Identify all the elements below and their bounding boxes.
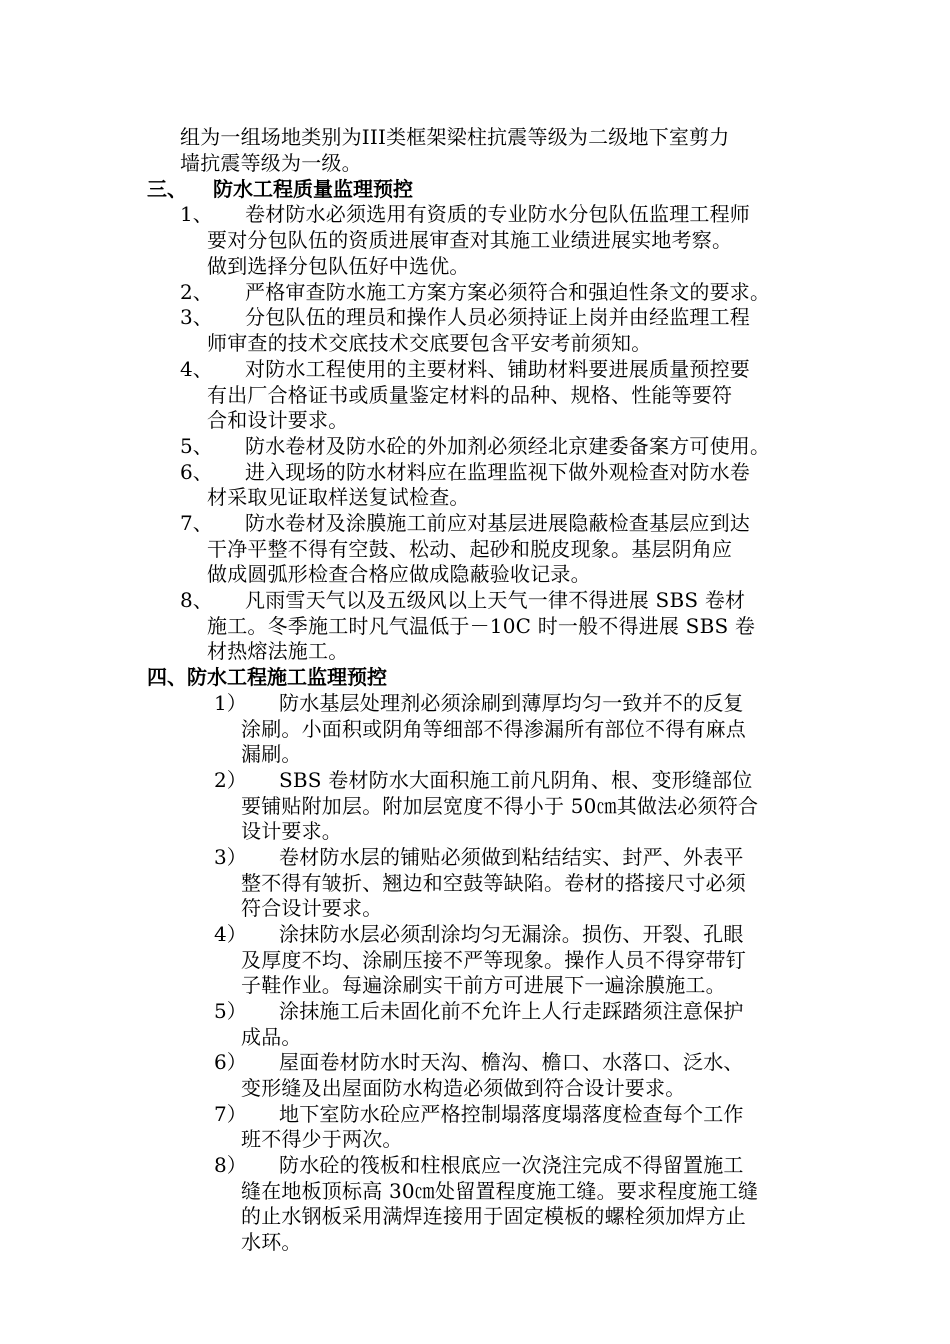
section3-item-7-line-3: 做成圆弧形检查合格应做成隐蔽验收记录。 (207, 562, 591, 586)
section3-item-1-line-3: 做到选择分包队伍好中选优。 (207, 254, 470, 278)
section3-item-5-line-1: 防水卷材及防水砼的外加剂必须经北京建委备案方可使用。 (245, 434, 771, 458)
section3-item-7-line-2: 干净平整不得有空鼓、松动、起砂和脱皮现象。基层阴角应 (207, 537, 733, 561)
section4-item-5-line-1: 涂抹施工后未固化前不允许上人行走踩踏须注意保护 (279, 999, 744, 1023)
section3-item-8-number: 8、 (180, 588, 213, 612)
section3-item-4-line-2: 有出厂合格证书或质量鉴定材料的品种、规格、性能等要符 (207, 383, 733, 407)
section4-item-2-line-3: 设计要求。 (241, 819, 342, 843)
section4-title: 四、防水工程施工监理预控 (147, 665, 387, 689)
section4-item-1-line-1: 防水基层处理剂必须涂刷到薄厚均匀一致并不的反复 (279, 691, 744, 715)
section4-item-7-line-1: 地下室防水砼应严格控制塌落度塌落度检查每个工作 (279, 1102, 744, 1126)
section4-item-8-number: 8） (214, 1153, 247, 1177)
section3-item-8-line-2: 施工。冬季施工时凡气温低于－10C 时一般不得进展 SBS 卷 (207, 614, 756, 638)
section3-item-6-line-1: 进入现场的防水材料应在监理监视下做外观检查对防水卷 (245, 460, 750, 484)
section4-item-6-line-2: 变形缝及出屋面防水构造必须做到符合设计要求。 (241, 1076, 686, 1100)
section3-item-8-line-3: 材热熔法施工。 (207, 639, 349, 663)
section4-item-8-line-1: 防水砼的筏板和柱根底应一次浇注完成不得留置施工 (279, 1153, 744, 1177)
section3-item-4-line-3: 合和设计要求。 (207, 408, 349, 432)
section4-item-5-number: 5） (214, 999, 247, 1023)
section3-item-3-line-2: 师审查的技术交底技术交底要包含平安考前须知。 (207, 331, 652, 355)
section4-item-1-line-2: 涂刷。小面积或阴角等细部不得渗漏所有部位不得有麻点 (241, 717, 746, 741)
section3-item-6-number: 6、 (180, 460, 213, 484)
section4-item-4-number: 4） (214, 922, 247, 946)
section3-item-2-line-1: 严格审查防水施工方案方案必须符合和强迫性条文的要求。 (245, 280, 771, 304)
section4-item-8-line-2: 缝在地板顶标高 30㎝处留置程度施工缝。要求程度施工缝 (241, 1179, 759, 1203)
section3-item-1-line-1: 卷材防水必须选用有资质的专业防水分包队伍监理工程师 (245, 202, 750, 226)
section3-number: 三、 (147, 177, 187, 201)
section3-item-1-number: 1、 (180, 202, 213, 226)
section4-item-3-line-2: 整不得有皱折、翘边和空鼓等缺陷。卷材的搭接尺寸必须 (241, 871, 746, 895)
section3-item-3-number: 3、 (180, 305, 213, 329)
section3-item-2-number: 2、 (180, 280, 213, 304)
intro-line-1: 组为一组场地类别为III类框架梁柱抗震等级为二级地下室剪力 (180, 125, 730, 149)
section4-item-6-line-1: 屋面卷材防水时天沟、檐沟、檐口、水落口、泛水、 (279, 1050, 744, 1074)
section4-item-3-line-3: 符合设计要求。 (241, 896, 383, 920)
section4-item-1-line-3: 漏刷。 (241, 742, 302, 766)
section3-item-1-line-2: 要对分包队伍的资质进展审查对其施工业绩进展实地考察。 (207, 228, 733, 252)
section4-item-7-line-2: 班不得少于两次。 (241, 1127, 403, 1151)
section4-item-4-line-3: 子鞋作业。每遍涂刷实干前方可进展下一遍涂膜施工。 (241, 973, 726, 997)
section4-item-6-number: 6） (214, 1050, 247, 1074)
section4-item-4-line-2: 及厚度不均、涂刷压接不严等现象。操作人员不得穿带钉 (241, 948, 746, 972)
intro-line-2: 墙抗震等级为一级。 (180, 151, 362, 175)
section4-item-4-line-1: 涂抹防水层必须刮涂均匀无漏涂。损伤、开裂、孔眼 (279, 922, 744, 946)
section4-item-5-line-2: 成品。 (241, 1025, 302, 1049)
section3-item-3-line-1: 分包队伍的理员和操作人员必须持证上岗并由经监理工程 (245, 305, 750, 329)
section4-item-3-line-1: 卷材防水层的铺贴必须做到粘结结实、封严、外表平 (279, 845, 744, 869)
section4-item-8-line-4: 水环。 (241, 1230, 302, 1254)
section4-item-7-number: 7） (214, 1102, 247, 1126)
section4-item-8-line-3: 的止水钢板采用满焊连接用于固定模板的螺栓须加焊方止 (241, 1204, 746, 1228)
section4-item-2-line-1: SBS 卷材防水大面积施工前凡阴角、根、变形缝部位 (279, 768, 753, 792)
section3-item-6-line-2: 材采取见证取样送复试检查。 (207, 485, 470, 509)
section3-item-4-line-1: 对防水工程使用的主要材料、铺助材料要进展质量预控要 (245, 357, 750, 381)
section3-title: 防水工程质量监理预控 (213, 177, 413, 201)
section3-item-5-number: 5、 (180, 434, 213, 458)
section4-item-1-number: 1） (214, 691, 247, 715)
section3-item-7-line-1: 防水卷材及涂膜施工前应对基层进展隐蔽检查基层应到达 (245, 511, 750, 535)
section4-item-3-number: 3） (214, 845, 247, 869)
section3-item-4-number: 4、 (180, 357, 213, 381)
section3-item-8-line-1: 凡雨雪天气以及五级风以上天气一律不得进展 SBS 卷材 (245, 588, 746, 612)
section4-item-2-number: 2） (214, 768, 247, 792)
section4-item-2-line-2: 要铺贴附加层。附加层宽度不得小于 50㎝其做法必须符合 (241, 794, 759, 818)
section3-item-7-number: 7、 (180, 511, 213, 535)
